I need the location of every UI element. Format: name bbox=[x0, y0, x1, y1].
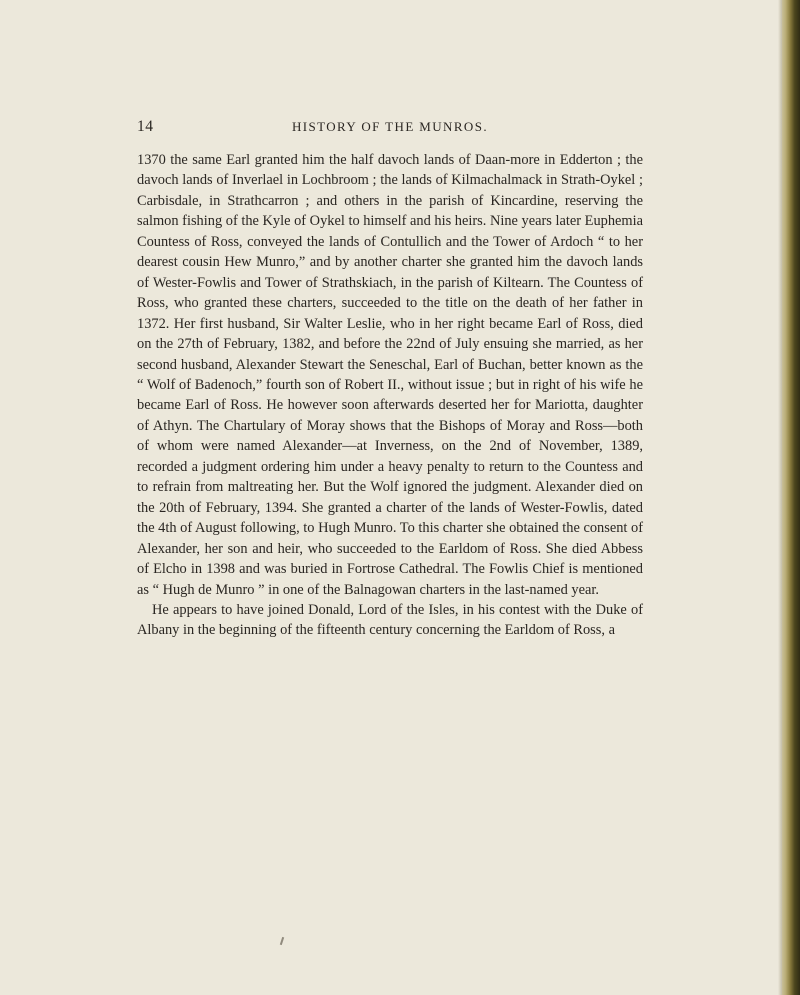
page-number: 14 bbox=[137, 118, 154, 135]
book-spine-edge bbox=[782, 0, 800, 995]
paragraph: He appears to have joined Donald, Lord of the Isles, in his contest with the Duke of Albany in the beginning of the fifteenth century concerning the Earldom of Ross, a bbox=[137, 601, 643, 639]
paragraph: 1370 the same Earl granted him the half davoch lands of Daan-more in Edderton ; the davoch lands of Inverlael in Lochbroom ; the lands of Kilmachalmack in Strath-Oykel ; Carbisdale, in Strathcarron ; and others in the parish of Kincardine, reserving the salmon fishing of the Kyle of Oykel to himself and his heirs. Nine years later Euphemia Countess of Ross, conveyed the lands of Contullich and the Tower of Ardoch “ to her dearest cousin Hew Munro,” and by another charter she granted him the davoch lands of Wester-Fowlis and Tower of Strathskiach, in the parish of Kiltearn. The Countess of Ross, who granted these charters, succeeded to the title on the death of her father in 1372. Her first husband, Sir Walter Leslie, who in her right became Earl of Ross, died on the 27th of February, 1382, and before the 22nd of July ensuing she married, as her second husband, Alexander Stewart the Seneschal, Earl of Buchan, better known as the “ Wolf of Badenoch,” fourth son of Robert II., without issue ; but in right of his wife he became Earl of Ross. He however soon afterwards deserted her for Mariotta, daughter of Athyn. The Chartulary of Moray shows that the Bishops of Moray and Ross—both of whom were named Alexander—at Inverness, on the 2nd of November, 1389, recorded a judgment ordering him under a heavy penalty to return to the Countess and to refrain from maltreating her. But the Wolf ignored the judgment. Alexander died on the 20th of February, 1394. She granted a charter of the lands of Wester-Fowlis, dated the 4th of August following, to Hugh Munro. To this charter she obtained the consent of Alexander, her son and heir, who succeeded to the Earldom of Ross. She died Abbess of Elcho in 1398 and was buried in Fortrose Cathedral. The Fowlis Chief is mentioned as “ Hugh de Munro ” in one of the Balnagowan charters in the last-named year. bbox=[137, 152, 643, 598]
ink-speck bbox=[280, 937, 284, 945]
running-head: HISTORY OF THE MUNROS. bbox=[292, 119, 488, 134]
body-text bbox=[137, 150, 643, 641]
page-header bbox=[137, 118, 643, 140]
